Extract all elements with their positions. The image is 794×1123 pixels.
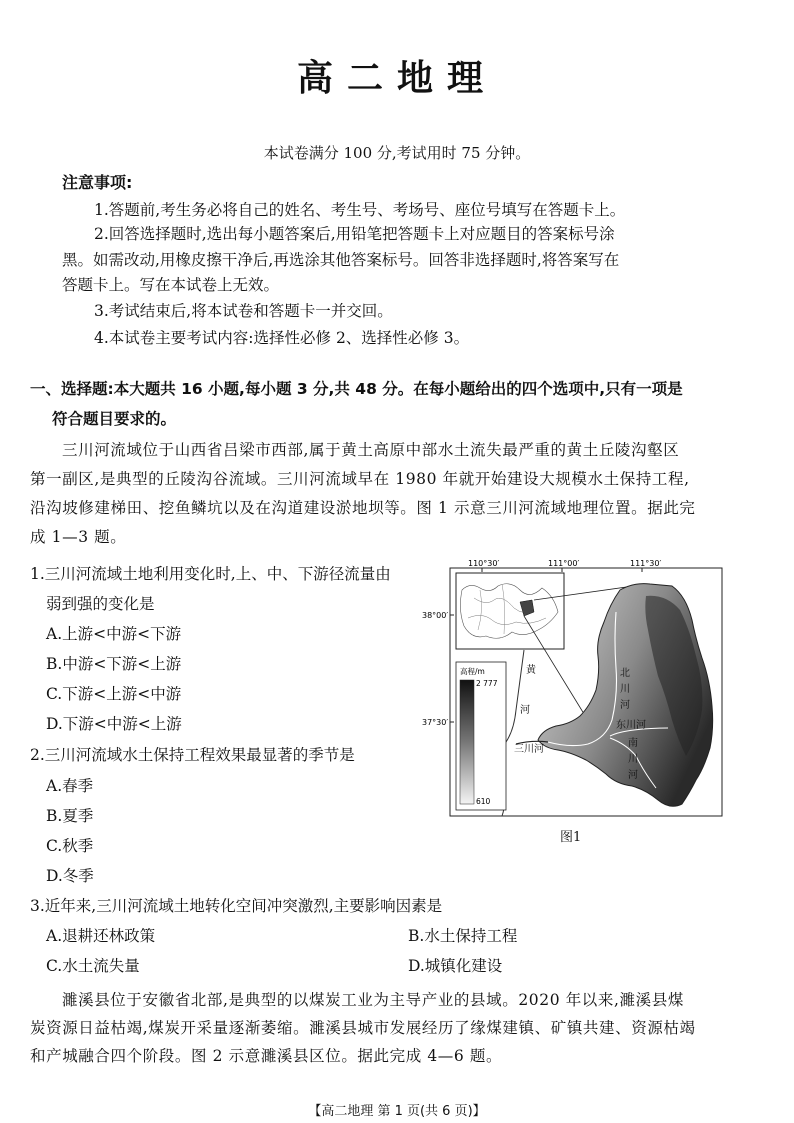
passage-line: 成 1—3 题。 bbox=[30, 528, 127, 546]
notice-line: 4.本试卷主要考试内容:选择性必修 2、选择性必修 3。 bbox=[94, 329, 470, 347]
nanchuan-label: 河 bbox=[628, 770, 638, 781]
q2-option-a: A.春季 bbox=[46, 777, 94, 795]
beichuan-label: 河 bbox=[620, 700, 630, 711]
legend-title: 高程/m bbox=[460, 667, 485, 676]
q3-option-c: C.水土流失量 bbox=[46, 957, 140, 975]
notice-heading: 注意事项: bbox=[62, 173, 133, 192]
question-1-stem: 1.三川河流域土地利用变化时,上、中、下游径流量由 bbox=[30, 565, 391, 583]
lon-label: 110°30′ bbox=[468, 560, 500, 568]
q2-option-c: C.秋季 bbox=[46, 837, 94, 855]
passage-line: 炭资源日益枯竭,煤炭开采量逐渐萎缩。濉溪县城市发展经历了缘煤建镇、矿镇共建、资源枯竭 bbox=[30, 1019, 696, 1037]
nanchuan-label: 川 bbox=[628, 754, 638, 765]
page-footer: 【高二地理 第 1 页(共 6 页)】 bbox=[308, 1104, 486, 1119]
notice-line: 3.考试结束后,将本试卷和答题卡一并交回。 bbox=[94, 302, 393, 320]
exam-info: 本试卷满分 100 分,考试用时 75 分钟。 bbox=[263, 144, 531, 162]
passage-line: 和产城融合四个阶段。图 2 示意濉溪县区位。据此完成 4—6 题。 bbox=[30, 1047, 503, 1065]
legend-max: 2 777 bbox=[476, 679, 498, 688]
notice-line: 1.答题前,考生务必将自己的姓名、考生号、考场号、座位号填写在答题卡上。 bbox=[94, 201, 626, 219]
notice-line: 答题卡上。写在本试卷上无效。 bbox=[62, 276, 280, 294]
passage-line: 沿沟坡修建梯田、挖鱼鳞坑以及在沟道建设淤地坝等。图 1 示意三川河流域地理位置。据此完 bbox=[30, 499, 696, 517]
lon-label: 111°30′ bbox=[630, 560, 662, 568]
section-heading: 一、选择题:本大题共 16 小题,每小题 3 分,共 48 分。在每小题给出的四个选项中,只有一项是 bbox=[30, 380, 683, 398]
question-2-stem: 2.三川河流域水土保持工程效果最显著的季节是 bbox=[30, 746, 355, 764]
dongchuan-label: 东川河 bbox=[616, 720, 646, 731]
lat-label: 38°00′ bbox=[422, 611, 449, 620]
passage-line: 第一副区,是典型的丘陵沟谷流域。三川河流域早在 1980 年就开始建设大规模水土保持工程, bbox=[30, 470, 690, 488]
q3-option-a: A.退耕还林政策 bbox=[46, 927, 156, 945]
lon-label: 111°00′ bbox=[548, 560, 580, 568]
passage-line: 濉溪县位于安徽省北部,是典型的以煤炭工业为主导产业的县域。2020 年以来,濉溪县煤 bbox=[62, 991, 684, 1009]
nanchuan-label: 南 bbox=[628, 738, 638, 749]
figure-1-map bbox=[420, 560, 730, 822]
lat-label: 37°30′ bbox=[422, 718, 449, 727]
q1-option-b: B.中游<下游<上游 bbox=[46, 655, 182, 673]
beichuan-label: 川 bbox=[620, 684, 630, 695]
legend-ramp bbox=[460, 680, 474, 804]
huanghe-label: 黄 bbox=[526, 665, 536, 676]
question-1-stem-cont: 弱到强的变化是 bbox=[46, 595, 155, 613]
figure-1-caption: 图1 bbox=[560, 830, 582, 845]
q3-option-b: B.水土保持工程 bbox=[408, 927, 518, 945]
beichuan-label: 北 bbox=[620, 668, 630, 679]
q1-option-a: A.上游<中游<下游 bbox=[46, 625, 182, 643]
notice-line: 黑。如需改动,用橡皮擦干净后,再选涂其他答案标号。回答非选择题时,将答案写在 bbox=[62, 251, 620, 269]
q2-option-d: D.冬季 bbox=[46, 867, 94, 885]
sanchuan-label: 三川河 bbox=[514, 744, 544, 755]
q2-option-b: B.夏季 bbox=[46, 807, 94, 825]
q1-option-c: C.下游<上游<中游 bbox=[46, 685, 182, 703]
q3-option-d: D.城镇化建设 bbox=[408, 957, 503, 975]
legend-min: 610 bbox=[476, 797, 491, 806]
question-3-stem: 3.近年来,三川河流域土地转化空间冲突激烈,主要影响因素是 bbox=[30, 897, 443, 915]
q1-option-d: D.下游<中游<上游 bbox=[46, 715, 182, 733]
notice-line: 2.回答选择题时,选出每小题答案后,用铅笔把答题卡上对应题目的答案标号涂 bbox=[94, 225, 615, 243]
passage-line: 三川河流域位于山西省吕梁市西部,属于黄土高原中部水土流失最严重的黄土丘陵沟壑区 bbox=[62, 441, 680, 459]
section-heading-cont: 符合题目要求的。 bbox=[52, 410, 177, 428]
page-title: 高二地理 bbox=[296, 58, 497, 99]
huanghe-label: 河 bbox=[520, 705, 530, 716]
